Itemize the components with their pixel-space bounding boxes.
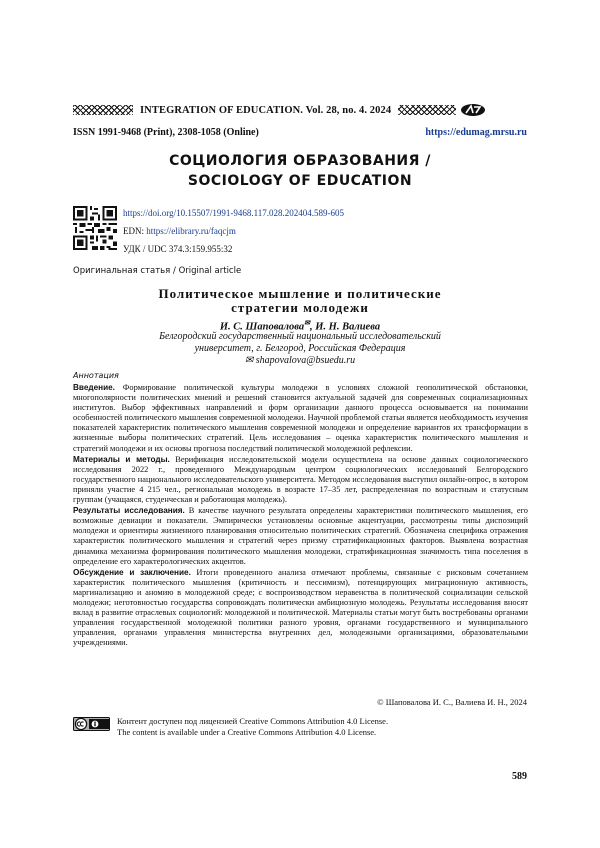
abstract-methods-text: Верификация исследовательской модели осуществлена на основе данных социологического исследования 2022 г., проведенного Международным центром социологических исследований Белгородского государственного национального исследовательского университета. Методом исследования выступил онлайн-опрос, в котором приняли участие 4 215 чел., региональная молодежь в возрасте 17–35 лет, распределенная по возрастным и статусным группам (учащаяся, студенческая и работающая молодежь). (73, 454, 528, 505)
abstract-discussion (73, 568, 528, 649)
doi-line (123, 208, 344, 218)
qr-code-icon (73, 206, 117, 250)
license-ru: Контент доступен под лицензией Creative Commons Attribution 4.0 License. (117, 716, 389, 726)
section-title (0, 151, 600, 191)
ornament-left-icon (73, 105, 133, 115)
license-en: The content is available under a Creative Commons Attribution 4.0 License. (117, 727, 377, 737)
copyright: © Шаповалова И. С., Валиева И. Н., 2024 (377, 697, 527, 707)
section-title-ru: СОЦИОЛОГИЯ ОБРАЗОВАНИЯ / (169, 153, 431, 169)
license-notice (117, 716, 388, 738)
author-2: И. Н. Валиева (315, 321, 381, 333)
journal-title: INTEGRATION OF EDUCATION. Vol. 28, no. 4. 2024 (140, 104, 392, 116)
doi-link[interactable]: https://doi.org/10.15507/1991-9468.117.028.202404.589-605 (123, 208, 345, 218)
article-title (0, 287, 600, 315)
abstract-intro-heading: Введение. (73, 383, 115, 392)
author-1: И. С. Шаповалова (219, 321, 305, 333)
envelope-icon: ✉ (304, 319, 310, 327)
affiliation-line1: Белгородский государственный национальный исследовательский (159, 331, 441, 342)
edn-label: EDN: (123, 226, 147, 236)
edn-line (123, 226, 236, 236)
abstract-discussion-heading: Обсуждение и заключение. (73, 567, 191, 577)
abstract-label: Аннотация (73, 371, 119, 380)
article-title-line1: Политическое мышление и политические (158, 286, 442, 301)
ornament-right-icon (398, 105, 456, 115)
email-line (0, 355, 600, 367)
affiliation (0, 331, 600, 367)
abstract-introduction (73, 383, 528, 454)
journal-website-link[interactable]: https://edumag.mrsu.ru (425, 127, 527, 138)
creative-commons-badge-icon (73, 717, 110, 731)
abstract-results-text: В качестве научного результата определены характеристики политического мышления, его возможные девиации и показатели. Эмпирически установлены основные акцентуации, рассмотрены типы диспозиций молодежи и ориентиры жизненного планирования относительно политических стратегий. Обозначена специфика отражения характеристик политического мышления и стратегий через призму стратификационных факторов. Выявлена возрастная динамика механизма формирования политического мышления молодежи, стратификационная значимость типа поселения в определение его характерологических акцентов. (73, 506, 528, 566)
udk: УДК / UDC 374.3:159.955:32 (123, 244, 233, 254)
email-address[interactable]: shapovalova@bsuedu.ru (253, 355, 356, 366)
article-type: Оригинальная статья / Original article (73, 266, 242, 276)
abstract-results-heading: Результаты исследования. (73, 506, 185, 516)
issn: ISSN 1991-9468 (Print), 2308-1058 (Online) (73, 127, 259, 138)
abstract-results (73, 506, 528, 567)
abstract-intro-text: Формирование политической культуры молодежи в условиях сложной геополитической обстановки, многополярности политических мнений и решений становится актуальной задачей для современных социализационных институтов. Выбор эффективных направлений и форм организации данного процесса основывается на понимании особенностей политического мышления современной молодежи. Научной проблемой статьи является необходимость изучения показателей характеристик политического мышления современной молодежи и определение вариантов их трансформации в жизненные выборы политических стратегий. Цель исследования – оценка характеристик политического мышления и стратегий молодежи и их основы прогноза последствий политической молодежной рефлексии. (73, 383, 528, 453)
edn-link[interactable]: https://elibrary.ru/faqcjm (146, 226, 236, 236)
page-number: 589 (512, 771, 527, 782)
abstract-methods (73, 455, 528, 505)
affiliation-line2: университет, г. Белгород, Российская Федерация (194, 343, 406, 354)
journal-logo-icon (460, 103, 486, 117)
journal-header (73, 101, 528, 115)
abstract-methods-heading: Материалы и методы. (73, 454, 170, 464)
abstract-body (73, 383, 528, 649)
abstract-discussion-text: Итоги проведенного анализа отмечают проблемы, связанные с рисковым сочетанием характеристик политического мышления (критичность и пессимизм), потенцирующих миграционную активность, маргинализацию и аномию в молодежной среде; с воспроизводством неравенства в политической социализации сельской молодежи; неготовностью государства сопровождать политически амбициозную молодежь. Результаты исследования вносят вклад в развитие отраслевых социологий: молодежной и политической. Материалы статьи могут быть востребованы органами управления государственной молодежной политики разного уровня, органами государственного и муниципального управления, органами управления министерства внутренних дел, молодежными организациями, образовательными учреждениями. (73, 567, 528, 648)
envelope-icon: ✉ (244, 355, 254, 366)
section-title-en: SOCIOLOGY OF EDUCATION (187, 173, 413, 189)
article-title-line2: стратегии молодежи (231, 300, 369, 315)
author-separator: , (309, 321, 316, 333)
